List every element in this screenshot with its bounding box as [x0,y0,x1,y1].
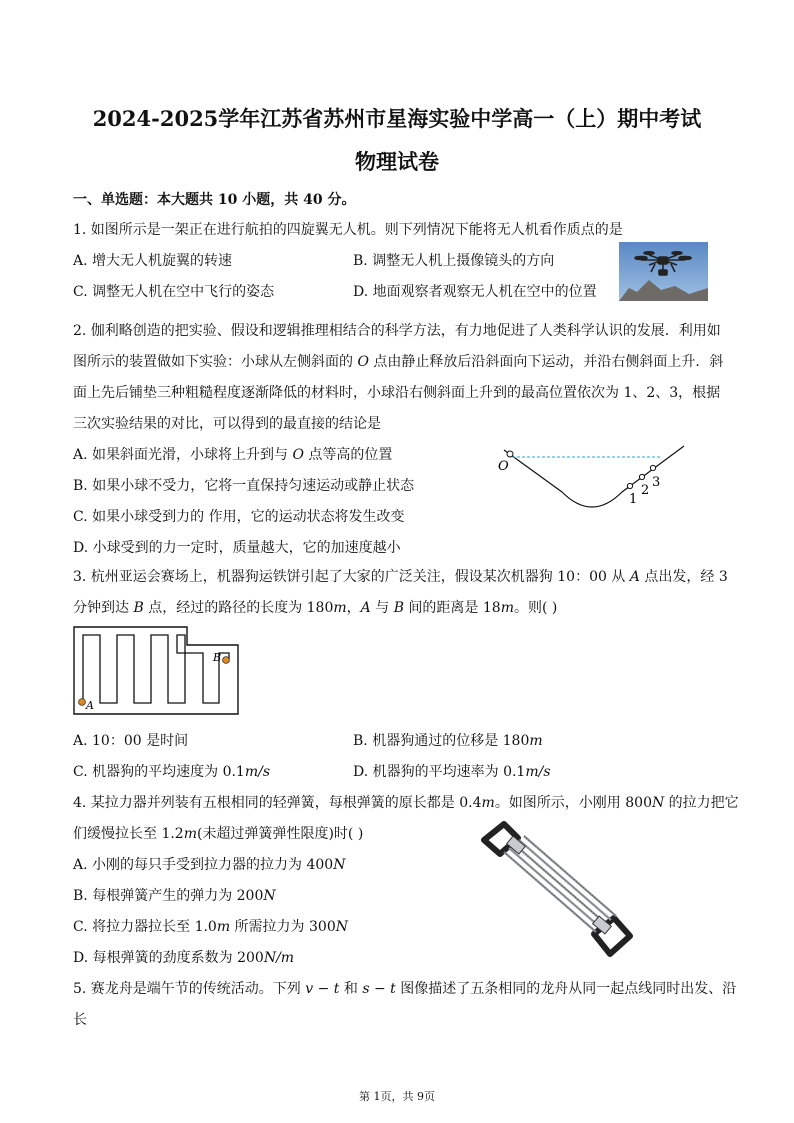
q4-l2-a: 们缓慢拉长至 1.2 [73,826,184,842]
q3-l2-m2: m [500,600,514,616]
q3-line1 [73,566,728,586]
q2-line2-text: 图所示的装置做如下实验：小球从左侧斜面的 [73,354,358,370]
ball-position-1 [627,483,632,488]
q2-line3: 面上先后铺垫三种粗糙程度逐渐降低的材料时，小球沿右侧斜面上升到的最高位置依次为 1、2、3，根据 [73,385,721,401]
q4-l2-u: m [183,826,197,842]
q3-l2-f: 。则( ) [513,600,558,616]
label-b: B [213,651,222,664]
q2-option-a [73,444,392,464]
q4-option-a-unit: N [333,857,346,873]
q3-option-c [73,761,270,781]
q4-l1-b: 。如图所示，小刚用 800 [494,795,652,811]
q3-l1-b: 点出发，经 3 [639,569,728,585]
label-3: 3 [652,475,661,490]
q2-option-a-text: A. 如果斜面光滑，小球将上升到与 [73,447,293,463]
q4-option-a-text: A. 小刚的每只手受到拉力器的拉力为 400 [73,857,334,873]
q3-l2-d: 与 [370,600,394,616]
label-a: A [86,699,94,712]
q3-option-c-unit: m/s [244,764,271,780]
q2-var-o: O [357,354,369,370]
ball-position-2 [639,474,644,479]
q1-stem: 1. 如图所示是一架正在进行航拍的四旋翼无人机。则下列情况下能将无人机看作质点的是 [73,222,623,238]
q2-line2-text-b: 点由静止释放后沿斜面向下运动，并沿右侧斜面上升．斜 [368,354,724,370]
q4-line2 [73,823,363,843]
path-figure [73,623,239,715]
q4-option-c-text: C. 将拉力器拉长至 1.0 [73,919,217,935]
q3-option-c-text: C. 机器狗的平均速度为 0.1 [73,764,245,780]
label-1: 1 [629,492,638,507]
q3-option-b [353,730,543,750]
q5-l1-c: 图像描述了五条相同的龙舟从同一起点线同时出发、沿 [395,981,737,997]
spring-exerciser-photo [478,818,638,966]
q3-l2-a: 分钟到达 [73,600,134,616]
q5-line1 [73,978,736,998]
q4-option-d [73,947,294,967]
q4-option-c [73,916,348,936]
q2-option-d: D. 小球受到的力一定时，质量越大，它的加速度越小 [73,540,401,556]
q1-option-b: B. 调整无人机上摄像镜头的方向 [353,253,555,269]
q2-line4: 三次实验结果的对比，可以得到的最直接的结论是 [73,416,381,432]
q3-l2-var3: B [393,600,404,616]
q3-l2-e: 间的距离是 18 [403,600,501,616]
q4-l1-a: 4. 某拉力器并列装有五根相同的轻弹簧，每根弹簧的原长都是 0.4 [73,795,482,811]
ball-at-o [507,451,513,457]
q1-option-a: A. 增大无人机旋翼的转速 [73,253,233,269]
q4-line1 [73,792,739,812]
q4-option-b-text: B. 每根弹簧产生的弹力为 200 [73,888,264,904]
q4-option-c-mid: m [216,919,231,935]
q4-l1-u2: N [651,795,665,811]
q3-option-d-text: D. 机器狗的平均速率为 0.1 [353,764,526,780]
q4-option-b-unit: N [263,888,276,904]
q2-line1: 2. 伽利略创造的把实验、假设和逻辑推理相结合的科学方法，有力地促进了人类科学认识的发展．利用如 [73,323,721,339]
q2-option-b: B. 如果小球不受力，它将一直保持匀速运动或静止状态 [73,478,415,494]
q3-l1-var: A [629,569,640,585]
ball-position-3 [650,465,655,470]
q3-option-b-text: B. 机器狗通过的位移是 180 [353,733,530,749]
q5-st: s − t [362,981,396,997]
q3-l2-b: 点，经过的路径的长度为 180 [143,600,334,616]
q3-l2-m1: m [333,600,347,616]
q1-option-d: D. 地面观察者观察无人机在空中的位置 [353,284,597,300]
q4-option-d-unit: N/m [263,950,295,966]
q5-l1-b: 和 [339,981,363,997]
exam-title: 2024-2025学年江苏省苏州市星海实验中学高一（上）期中考试 [92,106,702,131]
field-border [74,627,238,714]
page-footer: 第 1页，共 9页 [359,1090,435,1103]
q5-line2: 长 [73,1012,87,1028]
q3-option-d [353,761,551,781]
point-b-marker [223,657,230,664]
q4-option-c-unit: N [335,919,348,935]
q3-l2-var1: B [133,600,144,616]
q5-vt: v − t [305,981,340,997]
q3-line2 [73,597,557,617]
exam-subtitle: 物理试卷 [355,149,439,174]
q3-option-b-unit: m [529,733,543,749]
q3-option-a: A. 10：00 是时间 [73,733,189,749]
q4-l1-u1: m [481,795,495,811]
q1-option-c: C. 调整无人机在空中飞行的姿态 [73,284,275,300]
q4-option-b [73,885,276,905]
point-a-marker [79,699,86,706]
q2-option-a-var: O [292,447,304,463]
q3-option-d-unit: m/s [525,764,551,780]
q4-option-c-text-b: 所需拉力为 300 [230,919,336,935]
ramp-figure [492,440,692,520]
q3-l2-c: ， [346,600,361,616]
label-o: O [498,459,509,474]
q4-option-d-text: D. 每根弹簧的劲度系数为 200 [73,950,264,966]
q2-option-c: C. 如果小球受到力的 作用，它的运动状态将发生改变 [73,509,405,525]
drone-photo [619,242,708,301]
q2-line2 [73,351,723,371]
q2-option-a-text-b: 点等高的位置 [303,447,393,463]
label-2: 2 [641,483,650,498]
q3-l2-var2: A [360,600,371,616]
q4-option-a [73,854,345,874]
section-header: 一、单选题：本大题共 10 小题，共 40 分。 [73,192,356,208]
q3-l1-a: 3. 杭州亚运会赛场上，机器狗运铁饼引起了大家的广泛关注，假设某次机器狗 10：00 从 [73,569,630,585]
q5-l1-a: 5. 赛龙舟是端午节的传统活动。下列 [73,981,306,997]
q4-l1-c: 的拉力把它 [664,795,739,811]
q4-l2-b: (未超过弹簧弹性限度)时( ) [197,826,364,842]
